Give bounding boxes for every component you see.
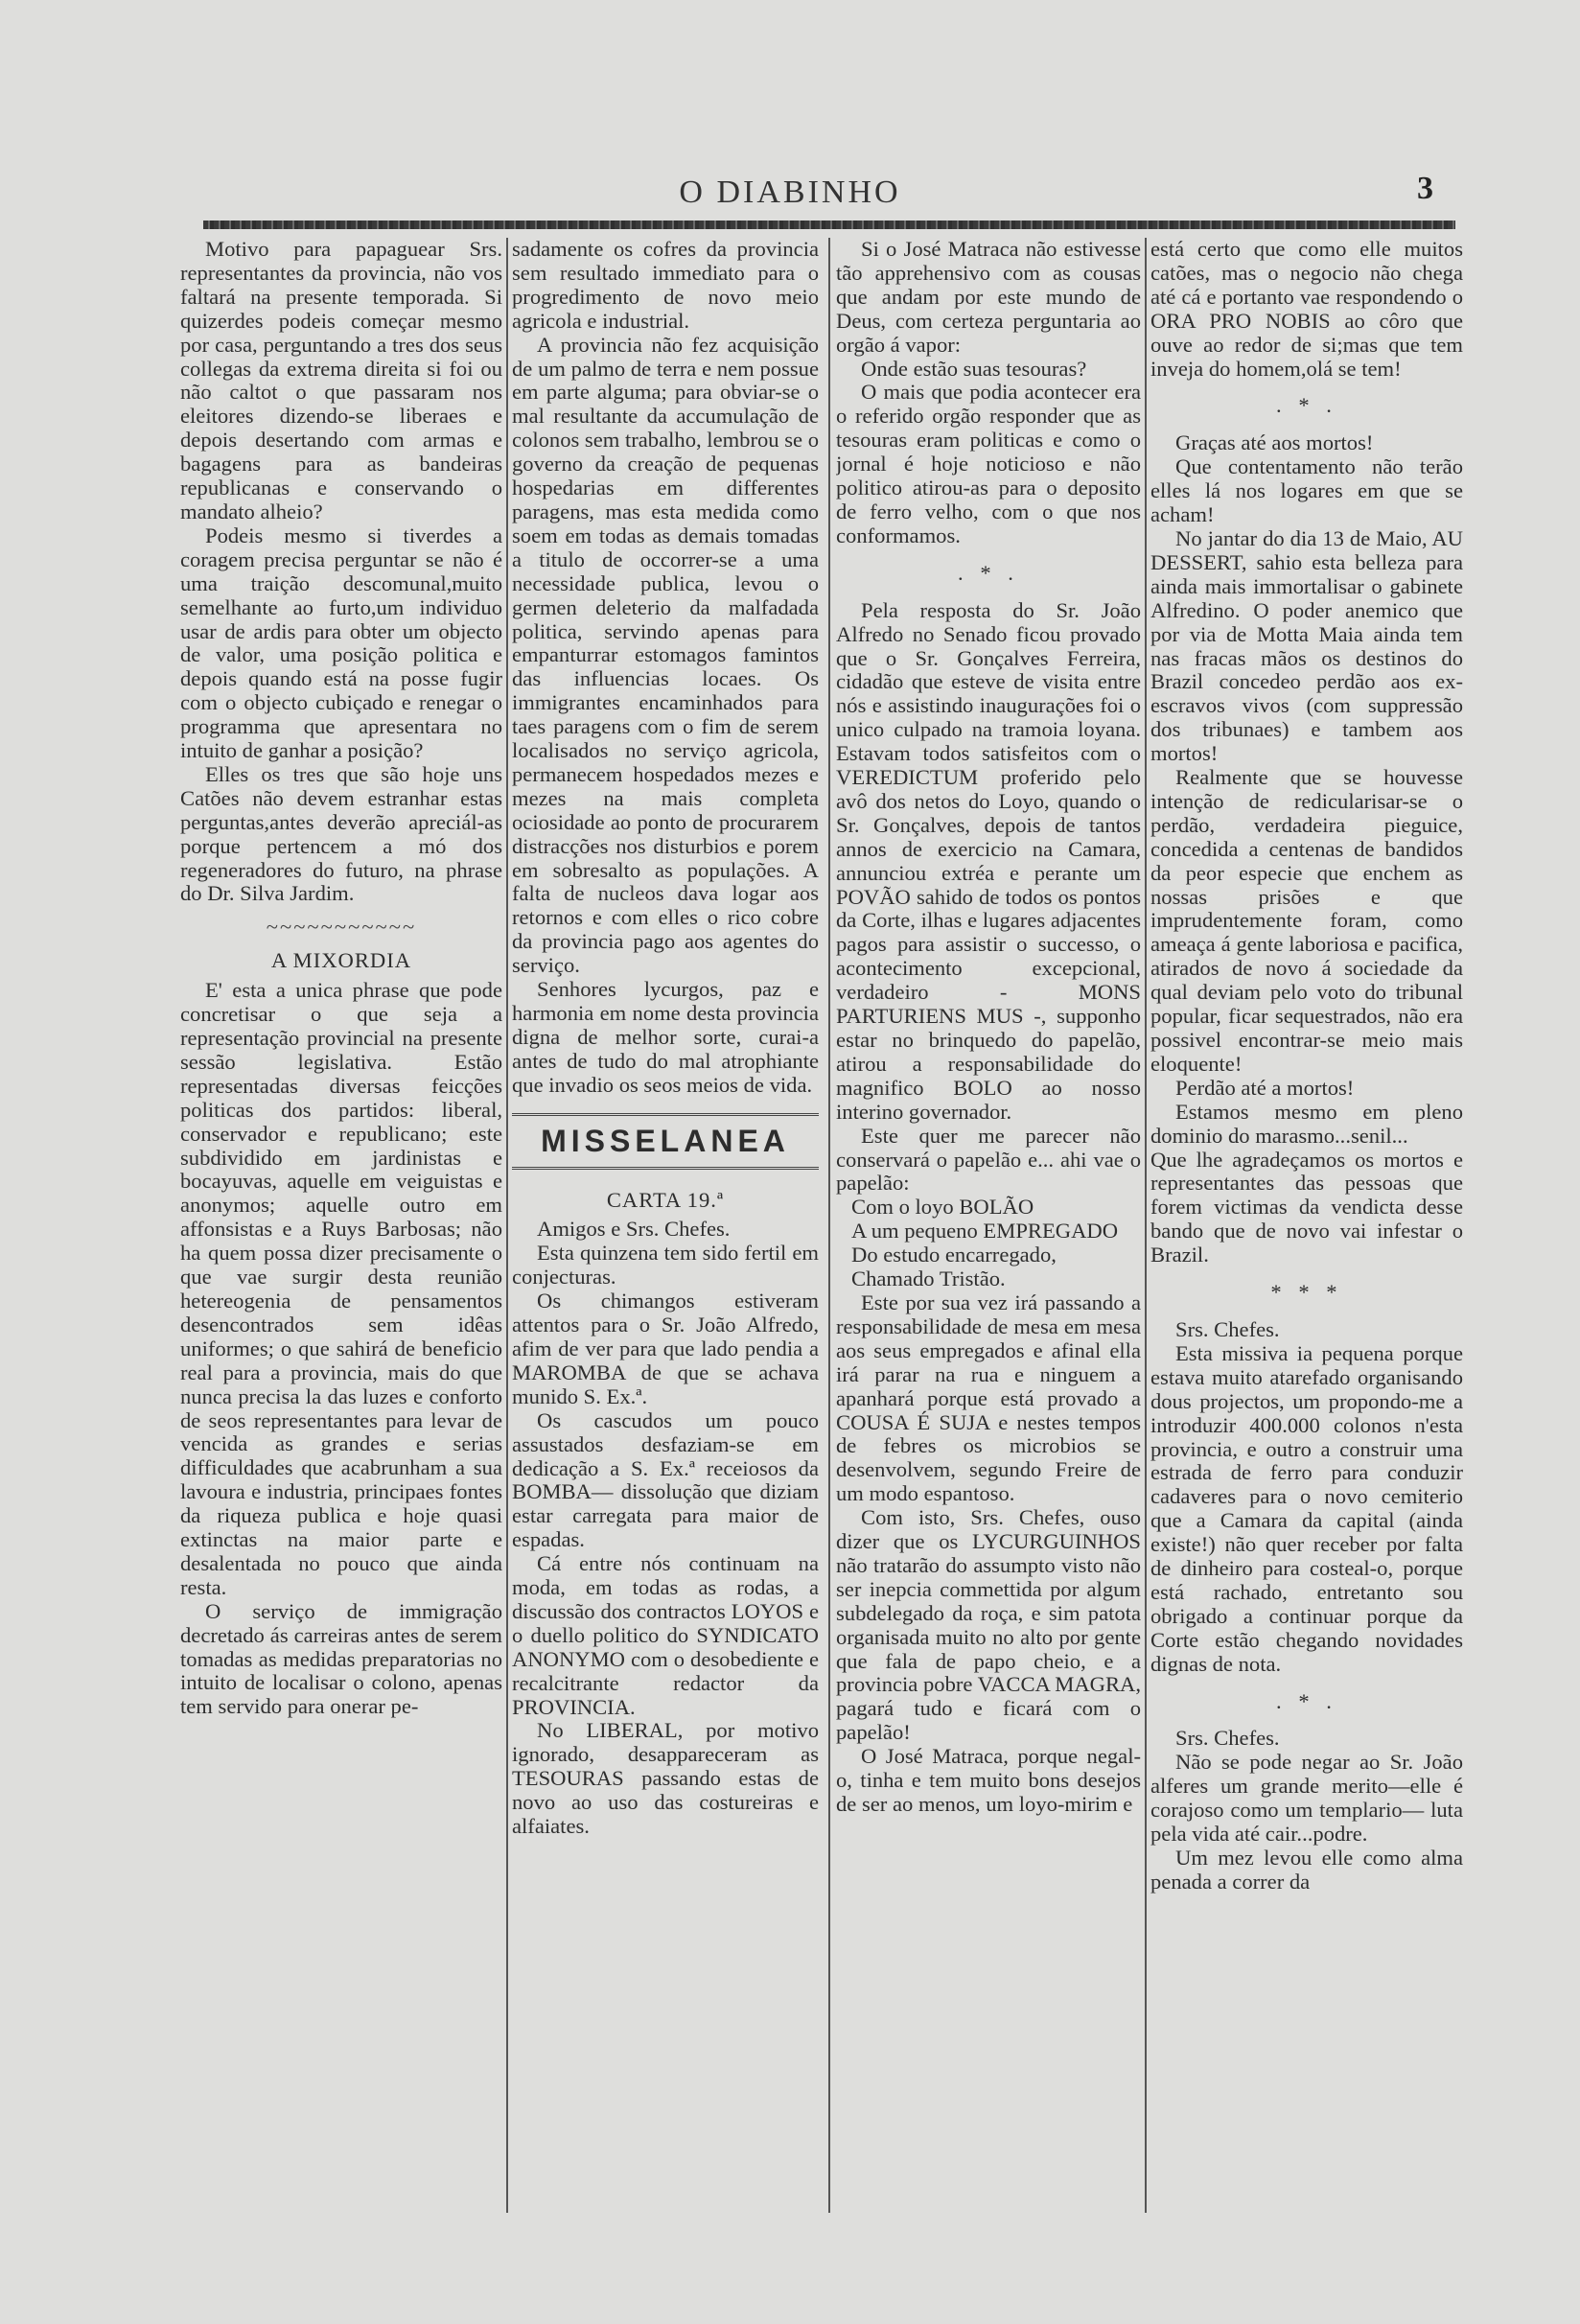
paragraph: E' esta a unica phrase que pode concretisar o que seja a representação provincial na presente sessão legislativa. Estão representadas diversas feicções politicas dos partidos: liberal, conservador e republicano; este subdividido em jardinistas e bocayuvas, aquelle em veiguistas e anonymos; aquelle outro em affonsistas e a Ruys Barbosas; não ha quem possa dizer precisamente o que vae surgir desta reunião hetereogenia de pensamentos desencontrados sem idêas uniformes; o que sahirá de beneficio real para a provincia, mais do que nunca precisa la das luzes e conforto de seos representantes para levar de vencida as grandes e serias difficuldades que acabrunham a sua lavoura e industria, principaes fontes da riqueza publica e hoje quasi extinctas na maior parte e desalentada no pouco que ainda resta.: [180, 978, 502, 1599]
page-number: 3: [1417, 171, 1433, 206]
header-rule: [203, 221, 1455, 229]
salutation: Srs. Chefes.: [1175, 1726, 1280, 1751]
verse-line: Chamado Tristão.: [851, 1267, 1006, 1291]
paragraph: Senhores lycurgos, paz e harmonia em nome desta provincia digna de melhor sorte, curai-a antes de tudo do mal atrophiante que invadio os seos meios de vida.: [512, 977, 819, 1097]
section-banner: MISSELANEA: [512, 1113, 819, 1170]
column-divider: [1145, 238, 1147, 2213]
paragraph: Si o José Matraca não estivesse tão apprehensivo com as cousas que andam por este mundo de Deus, com certeza perguntaria ao orgão á vapor:: [836, 238, 1141, 357]
letter-title: CARTA 19.ª: [606, 1187, 725, 1212]
section-separator: * * *: [1270, 1280, 1343, 1305]
paragraph: O José Matraca, porque negal-o, tinha e tem muito bons desejos de ser ao menos, um loyo-mirim e: [836, 1744, 1141, 1816]
section-separator: . * .: [1276, 1688, 1337, 1713]
paragraph: A provincia não fez acquisição de um palmo de terra e nem possue em parte alguma; para obviar-se o mal resultante da accumulação de colonos sem trabalho, lembrou se o governo da creação de pequenas hospedarias em differentes paragens, mas esta medida como soem em todas as demais tomadas a titulo de occorrer-se a uma necessidade publica, levou o germen deleterio da malfadada politica, servindo apenas para empanturrar estomagos famintos das influencias locaes. Os immigrantes encaminhados para taes paragens com o fim de serem localisados no serviço agricola, permanecem hospedados mezes e mezes na mais completa ociosidade ao ponto de procurarem distracções nos disturbios e porem em sobresalto as populações. A falta de nucleos dava logar aos retornos e com elles o rico cobre da provincia pago aos agentes do serviço.: [512, 332, 819, 978]
paragraph: No LIBERAL, por motivo ignorado, desappareceram as TESOURAS passando estas de novo ao uso das costureiras e alfaiates.: [512, 1718, 819, 1839]
paragraph: Pela resposta do Sr. João Alfredo no Senado ficou provado que o Sr. Gonçalves Ferreira, cidadão que esteve de visita entre nós e assistindo inaugurações foi o unico culpado na tramoia loyana. Estavam todos satisfeitos com o VEREDICTUM proferido pelo avô dos netos do Loyo, quando o Sr. Gonçalves, depois de tantos annos de exercicio na Camara, annunciou extréa e perante um POVÃO sahido de todos os pontos da Corte, ilhas e lugares adjacentes pagos para assistir o successo, o acontecimento excepcional, verdadeiro - MONS PARTURIENS MUS -, supponho estar no brinquedo do papelão, atirou a responsabilidade do magnifico BOLO ao nosso interino governador.: [836, 597, 1141, 1124]
paragraph: O serviço de immigração decretado ás carreiras antes de serem tomadas as medidas preparatorias no intuito de localisar o colono, apenas tem servido para onerar pe-: [180, 1598, 502, 1719]
paragraph: Estamos mesmo em pleno dominio do marasmo...senil...: [1150, 1099, 1463, 1148]
paragraph: Esta missiva ia pequena porque estava muito atarefado organisando dous projectos, um propondo-me a introduzir 400.000 colonos n'esta provincia, e outro a construir uma estrada de ferro para conduzir cadaveres para o novo cemiterio que a Camara da capital (ainda existe!) não quer receber por falta de dinheiro para costeal-o, porque está rachado, entretanto sou obrigado a continuar porque da Corte estão chegando novidades dignas de nota.: [1150, 1340, 1463, 1676]
paragraph: Esta quinzena tem sido fertil em conjecturas.: [512, 1241, 819, 1290]
paragraph: Não se pode negar ao Sr. João alferes um grande merito—elle é corajoso como um templario— luta pela vida até cair...podre.: [1150, 1750, 1463, 1847]
paragraph: Este quer me parecer não conservará o papelão e... ahi vae o papelão:: [836, 1123, 1141, 1196]
verse-line: Com o loyo BOLÃO: [851, 1195, 1034, 1220]
paragraph: Que lhe agradeçamos os mortos e representantes das pessoas que forem victimas da vendicta desse bando que de novo vai infestar o Brazil.: [1150, 1147, 1463, 1267]
ornament-divider: ~~~~~~~~~~~: [266, 915, 417, 940]
paragraph: Onde estão suas tesouras?: [861, 356, 1087, 381]
salutation: Amigos e Srs. Chefes.: [537, 1217, 731, 1242]
column-3: [836, 238, 1141, 2237]
paragraph: Que contentamento não terão elles lá nos logares em que se acham!: [1150, 454, 1463, 527]
paragraph: Perdão até a mortos!: [1175, 1075, 1355, 1100]
paragraph: Este por sua vez irá passando a responsabilidade de mesa em mesa aos seus empregados e afinal ella irá parar na rua e ninguem a apanhará porque está provado a COUSA É SUJA e nestes tempos de febres os microbios se desenvolvem, segundo Freire de um modo espantoso.: [836, 1290, 1141, 1506]
paragraph: está certo que como elle muitos catões, mas o negocio não chega até cá e portanto vae respondendo o ORA PRO NOBIS ao côro que ouve ao redor de si;mas que tem inveja do homem,olá se tem!: [1150, 238, 1463, 381]
paragraph: Com isto, Srs. Chefes, ouso dizer que os LYCURGUINHOS não tratarão do assumpto visto não ser inepcia commettida por algum subdelegado da roça, e sim patota organisada muito no alto por gente que fala de papo cheio, e a provincia pobre VACCA MAGRA, pagará tudo e ficará com o papelão!: [836, 1505, 1141, 1745]
column-1: [180, 238, 502, 2237]
newspaper-title: O DIABINHO: [679, 174, 901, 210]
column-divider: [828, 238, 830, 2213]
paragraph: Cá entre nós continuam na moda, em todas as rodas, a discussão dos contractos LOYOS e o duello politico do SYNDICATO ANONYMO com o desobediente e recalcitrante redactor da PROVINCIA.: [512, 1551, 819, 1719]
verse-line: A um pequeno EMPREGADO: [851, 1219, 1119, 1243]
section-title: A MIXORDIA: [270, 948, 412, 973]
paragraph: Um mez levou elle como alma penada a correr da: [1150, 1846, 1463, 1894]
paragraph: O mais que podia acontecer era o referido orgão responder que as tesouras eram politicas e como o jornal é hoje noticioso e não politico atirou-as para o deposito de ferro velho, com o que nos conformamos.: [836, 380, 1141, 547]
paragraph: No jantar do dia 13 de Maio, AU DESSERT, sahio esta belleza para ainda mais immortalisar o gabinete Alfredino. O poder anemico que por via de Motta Maia ainda tem nas fracas mãos os destinos do Brazil concedeo perdão aos ex-escravos vivos (com suppressão dos tribunaes) e tambem aos mortos!: [1150, 525, 1463, 766]
paragraph: Motivo para papaguear Srs. representantes da provincia, não vos faltará na presente temporada. Si quizerdes podeis começar mesmo por casa, perguntando a tres dos seus collegas da extrema direita si foi ou não caltot o que passaram nos eleitores dizendo-se liberaes e depois desertando com armas e bagagens para as bandeiras republicanas e conservando o mandato alheio?: [180, 238, 502, 523]
section-separator: . * .: [958, 560, 1019, 585]
verse-line: Do estudo encarregado,: [851, 1243, 1057, 1267]
paragraph: Os chimangos estiveram attentos para o Sr. João Alfredo, afim de ver para que lado pendia a MAROMBA de que se achava munido S. Ex.ª.: [512, 1289, 819, 1408]
paragraph: Os cascudos um pouco assustados desfaziam-se em dedicação a S. Ex.ª receiosos da BOMBA— dissolução que diziam estar carregata para maior de espadas.: [512, 1407, 819, 1552]
section-separator: . * .: [1276, 393, 1337, 418]
column-2: [512, 238, 819, 2237]
column-divider: [506, 238, 508, 2213]
paragraph: Elles os tres que são hoje uns Catões não devem estranhar estas perguntas,antes deverão apreciál-as porque pertencem a mó dos regeneradores do futuro, na phrase do Dr. Silva Jardim.: [180, 761, 502, 906]
paragraph: sadamente os cofres da provincia sem resultado immediato para o progredimento de novo meio agricola e industrial.: [512, 238, 819, 333]
paragraph: Podeis mesmo si tiverdes a coragem precisa perguntar se não é uma traição descomunal,muito semelhante ao furto,um individuo usar de ardis para obter um objecto de valor, uma posição politica e depois quando está na posse fugir com o objecto cubiçado e renegar o programma que apresentara no intuito de ganhar a posição?: [180, 523, 502, 763]
paragraph: Realmente que se houvesse intenção de redicularisar-se o perdão, verdadeira pieguice, concedida a centenas de bandidos da peor especie que enchem as nossas prisões e que imprudentemente foram, como ameaça á gente laboriosa e pacifica, atirados de novo á sociedade da qual deviam pelo voto do tribunal popular, ficar sequestrados, não era possivel encontrar-se meio mais eloquente!: [1150, 765, 1463, 1076]
paragraph: Graças até aos mortos!: [1175, 430, 1374, 455]
column-4: [1150, 238, 1463, 2237]
salutation: Srs. Chefes.: [1175, 1316, 1280, 1341]
